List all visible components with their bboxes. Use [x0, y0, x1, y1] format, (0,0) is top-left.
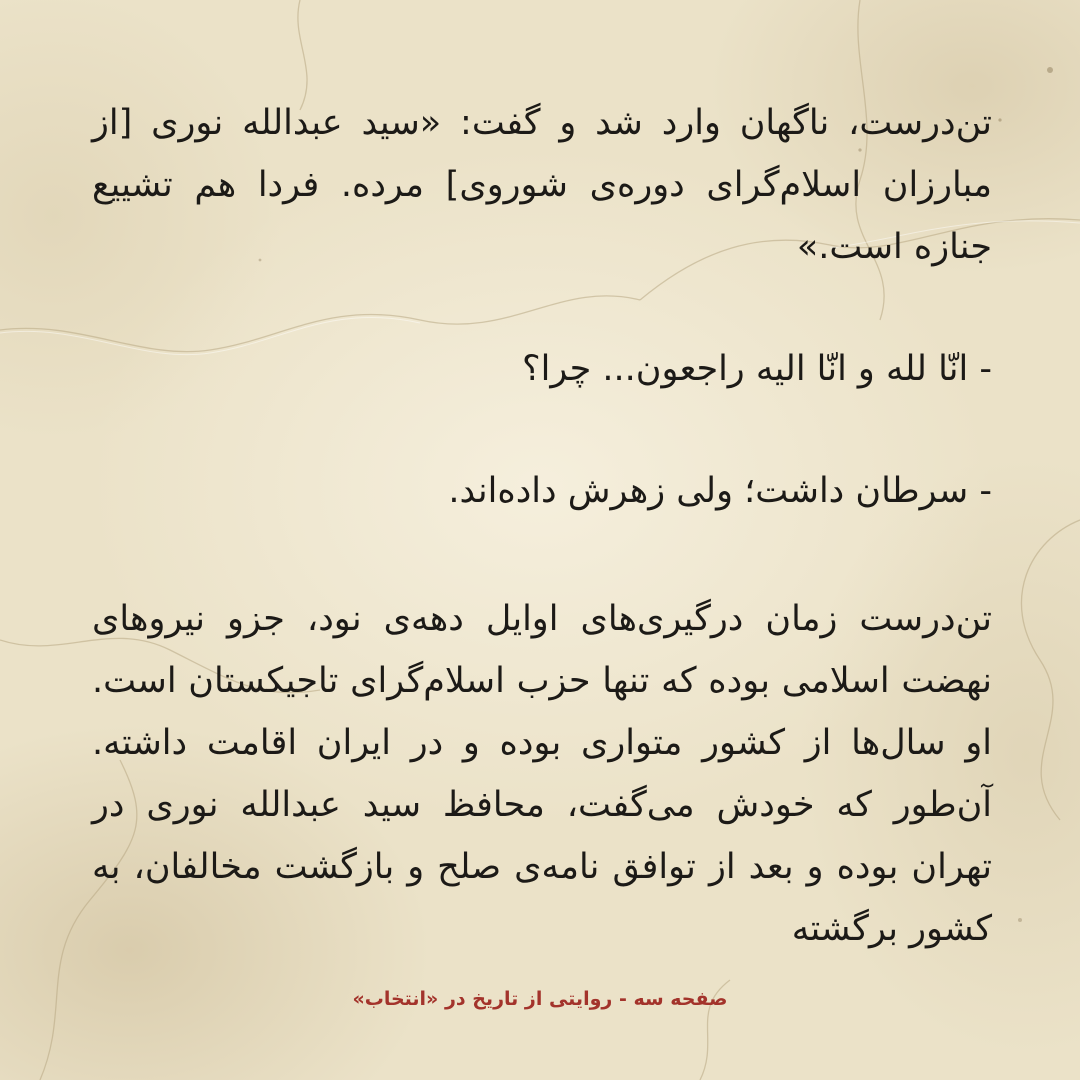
body-text [92, 92, 992, 960]
paragraph-intro: تن‌درست، ناگهان وارد شد و گفت: «سید عبدالله نوری [از مبارزان اسلام‌گرای دوره‌ی شوروی] مرده. فردا هم تشییع جنازه است.» [92, 103, 992, 267]
dialogue-line-2: - سرطان داشت؛ ولی زهرش داده‌اند. [448, 471, 992, 511]
page-caption: صفحه سه - روایتی از تاریخ در «انتخاب» [352, 988, 728, 1010]
dialogue-line-1: - انّا لله و انّا الیه راجعون... چرا؟ [522, 349, 992, 389]
paragraph-background: تن‌درست زمان درگیری‌های اوایل دهه‌ی نود، جزو نیروهای نهضت اسلامی بوده که تنها حزب اسلام‌گرای تاجیکستان است. او سال‌ها از کشور متواری بوده و در ایران اقامت داشته. آن‌طور که خودش می‌گفت، محافظ سید عبدالله نوری در تهران بوده و بعد از توافق نامه‌ی صلح و بازگشت مخالفان، به کشور برگشته [92, 599, 992, 949]
